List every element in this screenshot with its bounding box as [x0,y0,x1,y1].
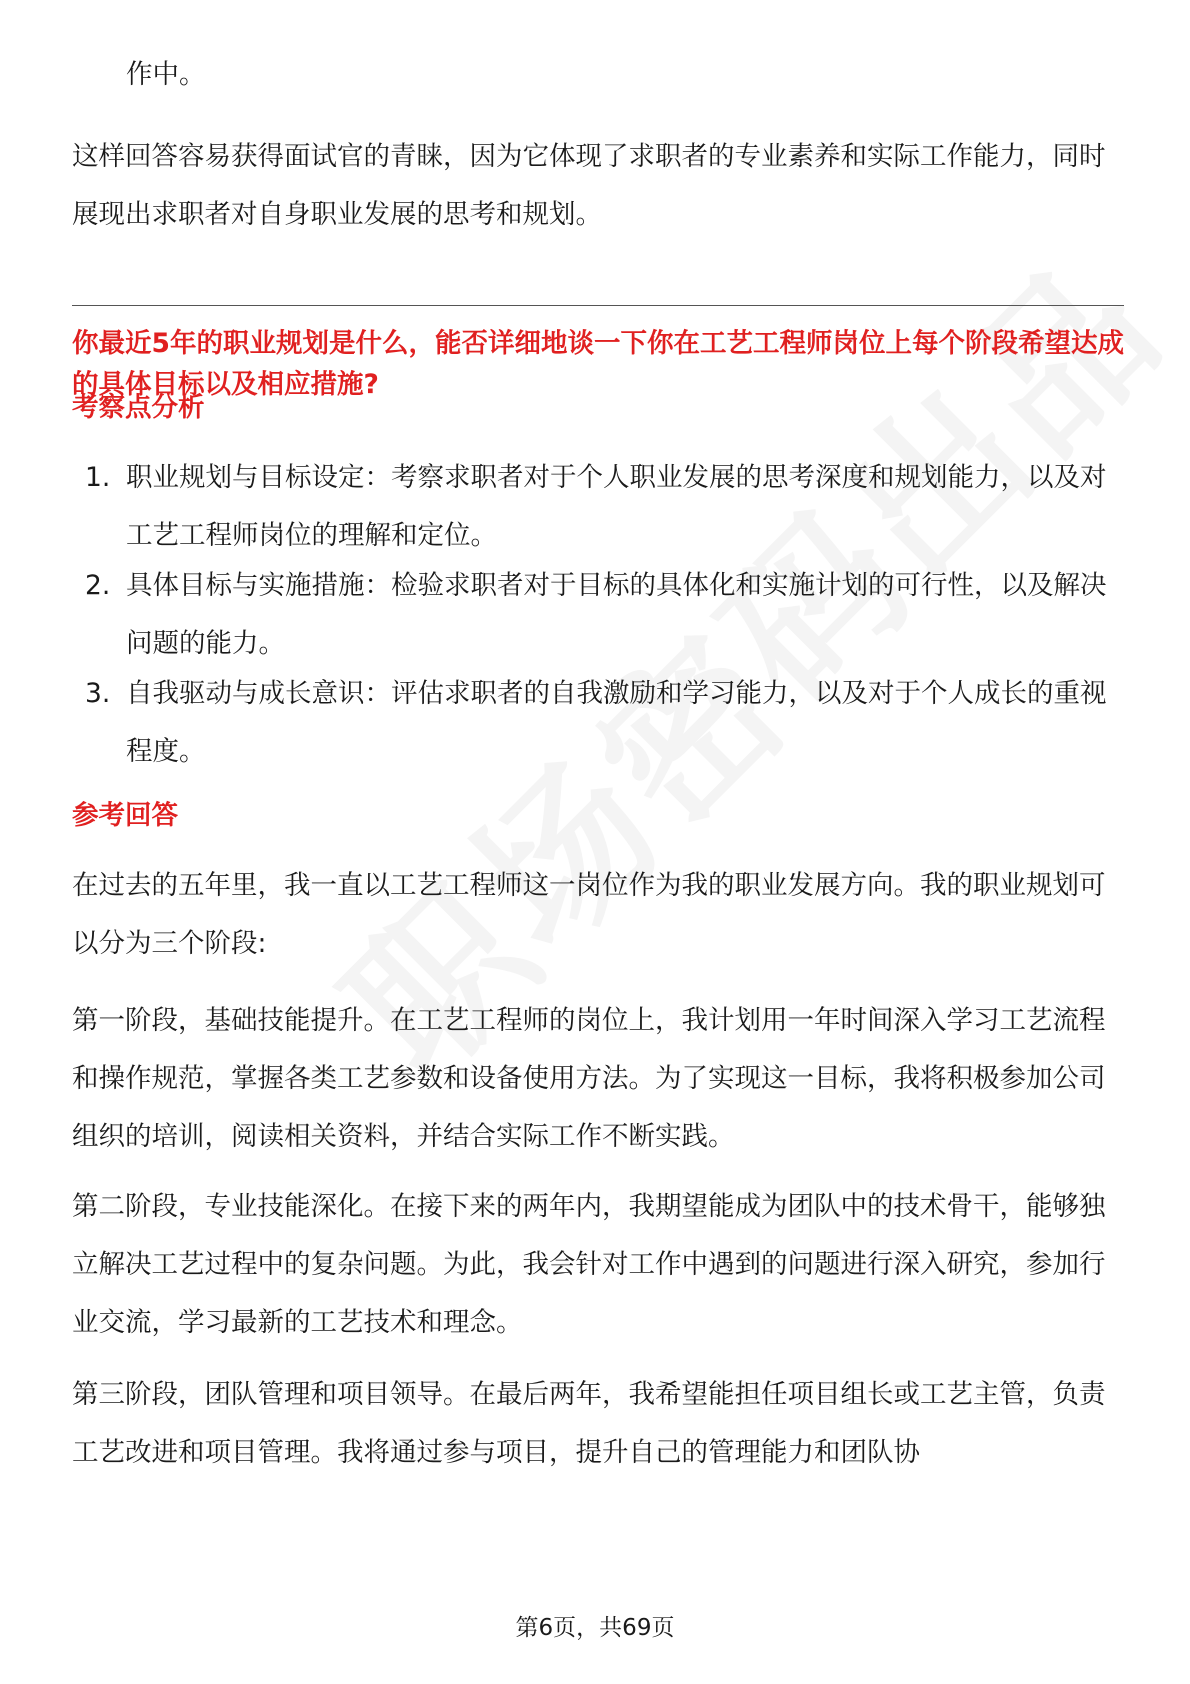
list-number: 1. [85,462,111,493]
continued-text: 作中。 [126,59,206,90]
section-divider [72,305,1124,306]
list-text: 自我驱动与成长意识：评估求职者的自我激励和学习能力，以及对于个人成长的重视程度。 [126,678,1107,767]
interview-question: 你最近5年的职业规划是什么，能否详细地谈一下你在工艺工程师岗位上每个阶段希望达成的具体目标以及相应措施? [72,328,1124,400]
answer-paragraph: 第一阶段，基础技能提升。在工艺工程师的岗位上，我计划用一年时间深入学习工艺流程和操作规范，掌握各类工艺参数和设备使用方法。为了实现这一目标，我将积极参加公司组织的培训，阅读相关资料，并结合实际工作不断实践。 [72,1005,1106,1152]
list-text: 职业规划与目标设定：考察求职者对于个人职业发展的思考深度和规划能力，以及对工艺工程师岗位的理解和定位。 [126,462,1107,551]
answer-heading: 参考回答 [72,800,178,831]
answer-paragraph: 第三阶段，团队管理和项目领导。在最后两年，我希望能担任项目组长或工艺主管，负责工艺改进和项目管理。我将通过参与项目，提升自己的管理能力和团队协 [72,1379,1106,1468]
intro-paragraph: 这样回答容易获得面试官的青睐，因为它体现了求职者的专业素养和实际工作能力，同时展现出求职者对自身职业发展的思考和规划。 [72,141,1106,230]
analysis-heading: 考察点分析 [72,392,205,423]
list-number: 3. [85,678,111,709]
list-number: 2. [85,570,111,601]
list-text: 具体目标与实施措施：检验求职者对于目标的具体化和实施计划的可行性，以及解决问题的能力。 [126,570,1107,659]
answer-paragraph: 在过去的五年里，我一直以工艺工程师这一岗位作为我的职业发展方向。我的职业规划可以分为三个阶段: [72,870,1106,959]
page-number: 第6页，共69页 [515,1615,675,1641]
answer-paragraph: 第二阶段，专业技能深化。在接下来的两年内，我期望能成为团队中的技术骨干，能够独立解决工艺过程中的复杂问题。为此，我会针对工作中遇到的问题进行深入研究，参加行业交流，学习最新的工艺技术和理念。 [72,1191,1106,1338]
